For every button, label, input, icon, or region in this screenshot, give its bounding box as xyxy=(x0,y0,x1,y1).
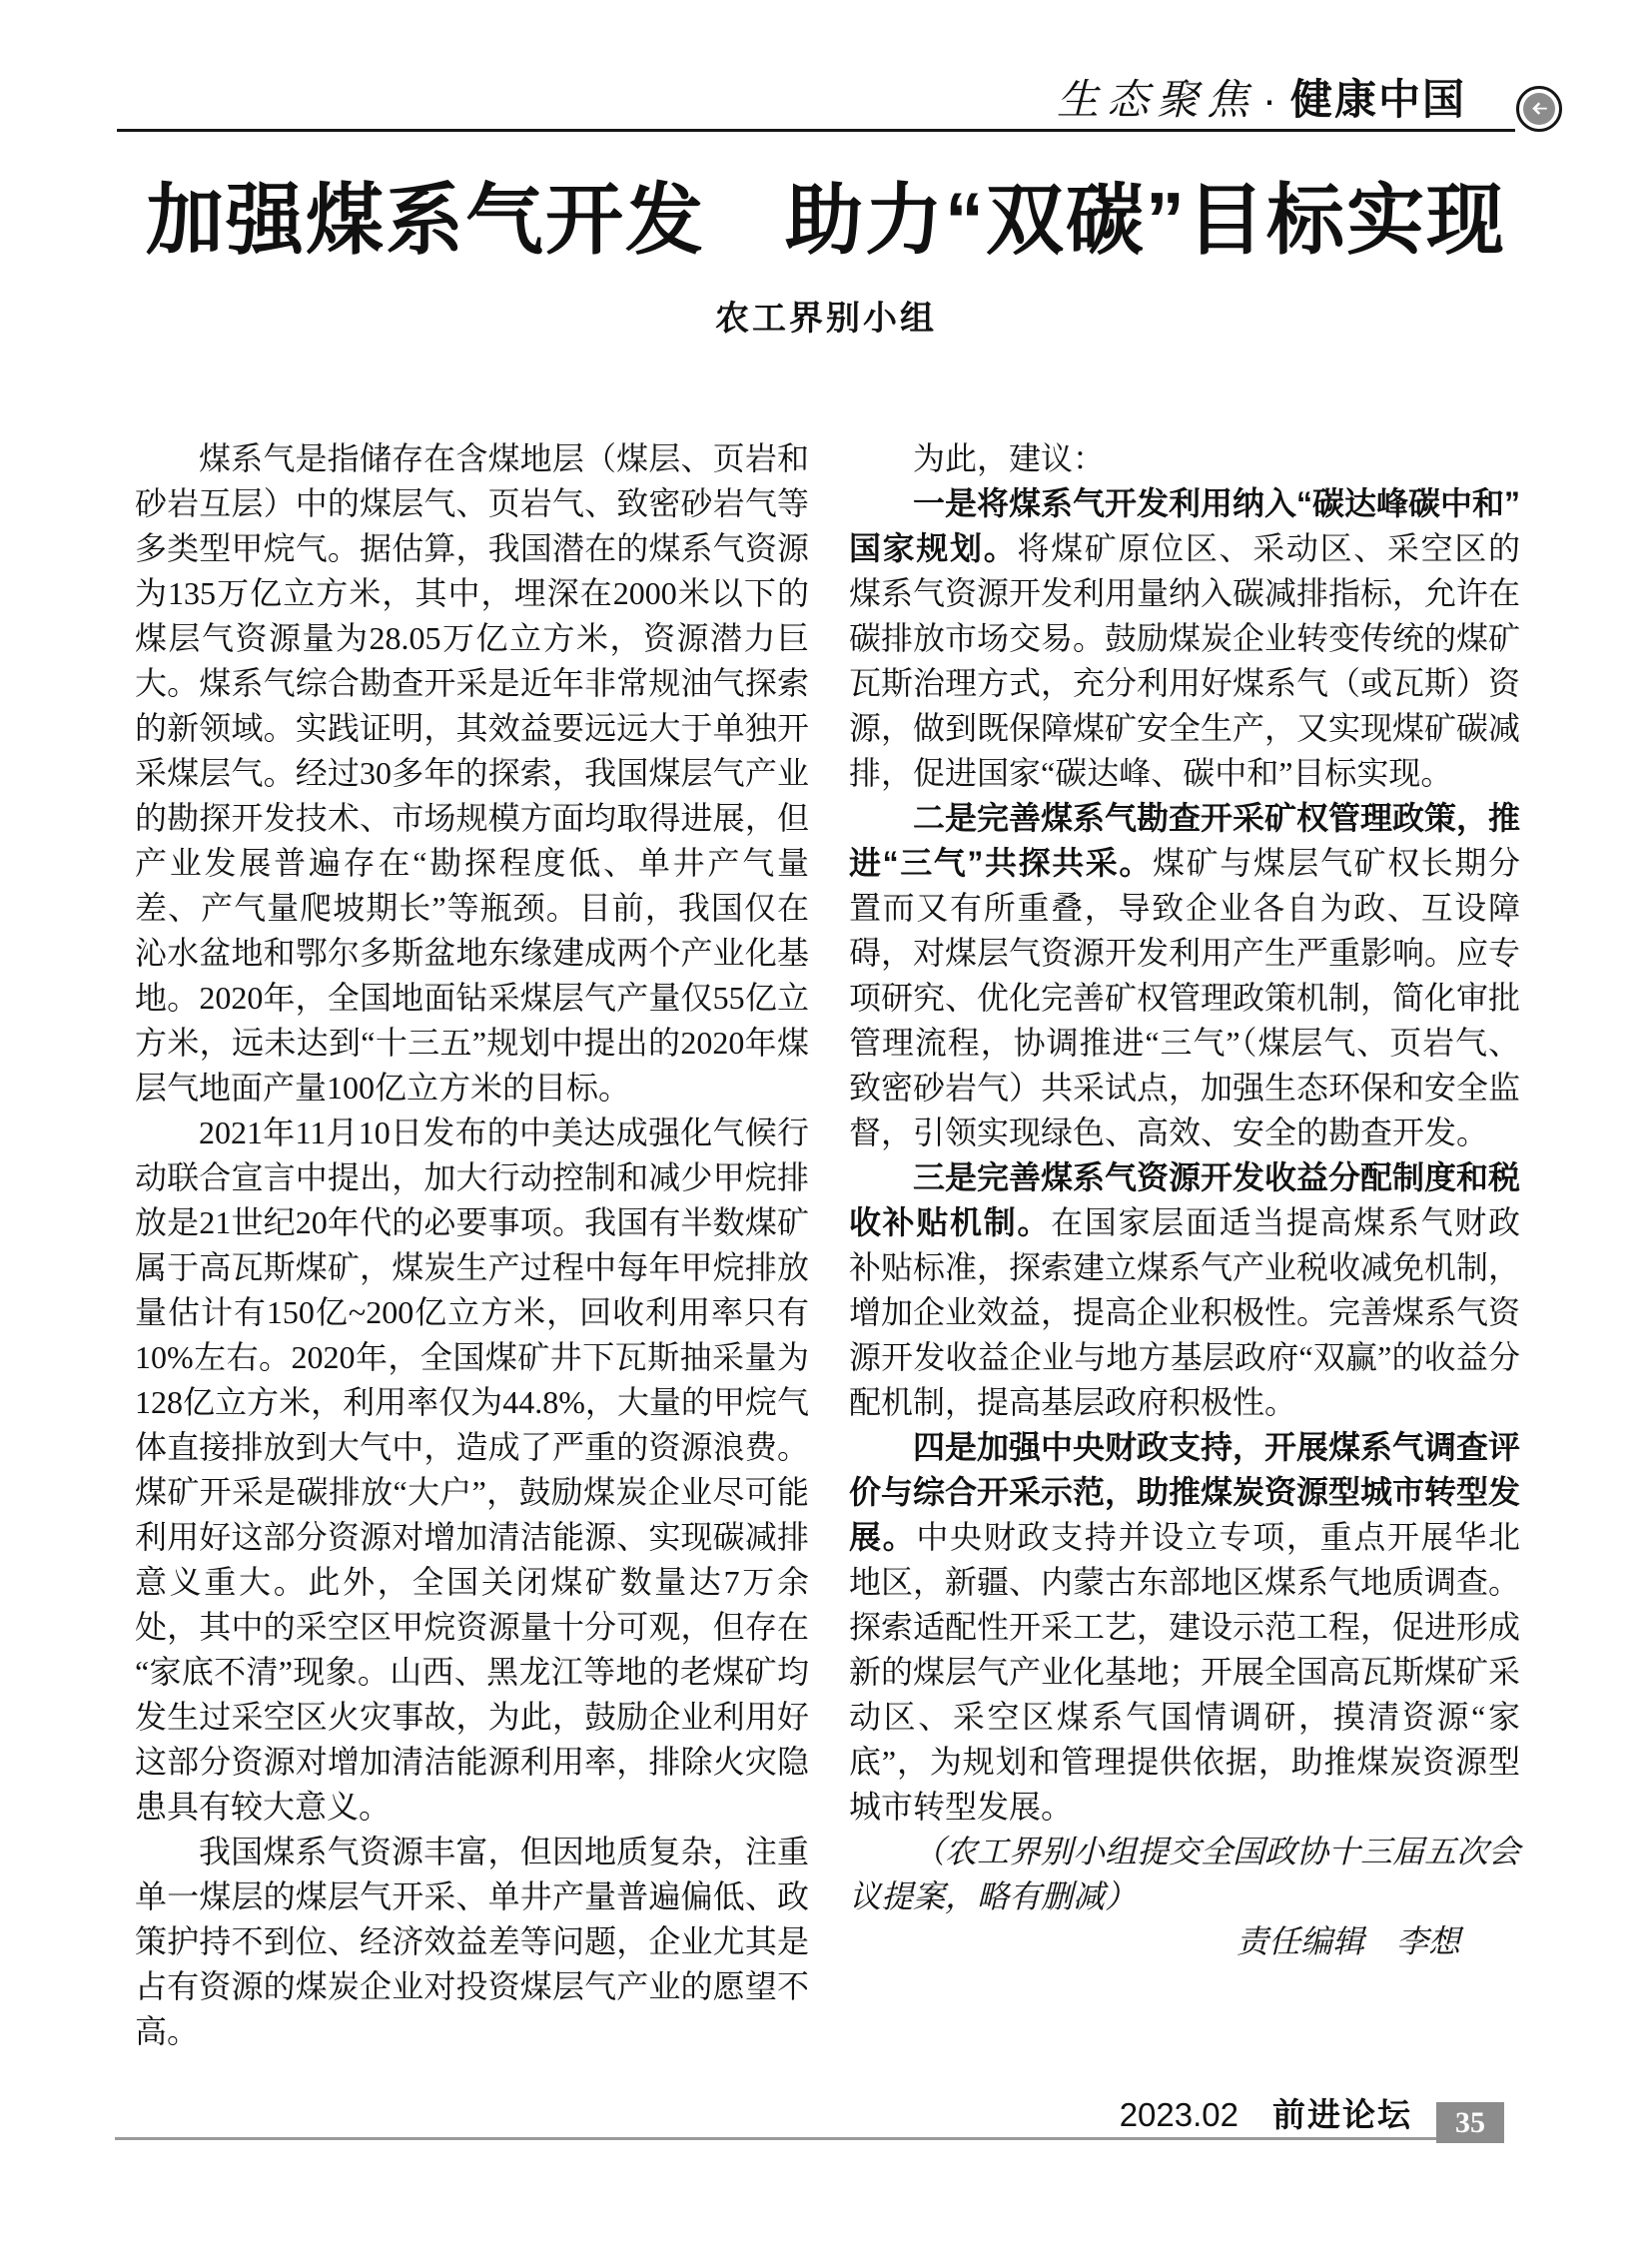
section-label-script: 生态聚焦 xyxy=(1056,78,1256,124)
footer-rule xyxy=(115,2137,1504,2140)
paragraph xyxy=(135,1111,809,1830)
left-column xyxy=(135,436,809,2054)
paragraph-lead: 一是将煤系气开发利用纳入“碳达峰碳中和”国家规划。 xyxy=(849,485,1521,566)
editor-label: 责任编辑 xyxy=(1236,1923,1364,1959)
header-rule xyxy=(117,129,1515,132)
editor-name: 李想 xyxy=(1395,1923,1460,1959)
paragraph-lead: 四是加强中央财政支持，开展煤系气调查评价与综合开采示范，助推煤炭资源型城市转型发展。 xyxy=(849,1429,1521,1555)
paragraph xyxy=(849,1155,1520,1425)
back-circle-icon xyxy=(1516,86,1562,132)
footer-journal-name: 前进论坛 xyxy=(1272,2096,1412,2133)
section-label-separator: · xyxy=(1261,76,1276,123)
paragraph-lead: 二是完善煤系气勘查开采矿权管理政策，推进“三气”共探共采。 xyxy=(849,800,1521,881)
article-title: 加强煤系气开发 助力“双碳”目标实现 xyxy=(145,176,1506,264)
section-label xyxy=(1057,76,1466,125)
source-note: （农工界别小组提交全国政协十三届五次会议提案，略有删减） xyxy=(849,1834,1521,1914)
paragraph-lead: 三是完善煤系气资源开发收益分配制度和税收补贴机制。 xyxy=(849,1159,1521,1240)
paragraph xyxy=(849,1425,1520,1830)
paragraph-text: 中央财政支持并设立专项，重点开展华北地区，新疆、内蒙古东部地区煤系气地质调查。探索适配性开采工艺，建设示范工程，促进形成新的煤层气产业化基地；开展全国高瓦斯煤矿采动区、采空区煤系气国情调研，摸清资源“家底”，为规划和管理提供依据，助推煤炭资源型城市转型发展。 xyxy=(849,1519,1521,1825)
section-label-bold: 健康中国 xyxy=(1289,76,1466,123)
paragraph-text: 煤矿与煤层气矿权长期分置而又有所重叠，导致企业各自为政、互设障碍，对煤层气资源开发利用产生严重影响。应专项研究、优化完善矿权管理政策机制，简化审批管理流程，协调推进“三气”（煤层气、页岩气、致密砂岩气）共采试点，加强生态环保和安全监督，引领实现绿色、高效、安全的勘查开发。 xyxy=(849,845,1521,1150)
article-author: 农工界别小组 xyxy=(715,300,937,338)
paragraph-text: 在国家层面适当提高煤系气财政补贴标准，探索建立煤系气产业税收减免机制，增加企业效益，提高企业积极性。完善煤系气资源开发收益企业与地方基层政府“双赢”的收益分配机制，提高基层政府积极性。 xyxy=(849,1204,1521,1420)
paragraph xyxy=(135,1830,809,2054)
paragraph-text: 2021年11月10日发布的中美达成强化气候行动联合宣言中提出，加大行动控制和减少甲烷排放是21世纪20年代的必要事项。我国有半数煤矿属于高瓦斯煤矿，煤炭生产过程中每年甲烷排放量估计有150亿~200亿立方米，回收利用率只有10%左右。2020年，全国煤矿井下瓦斯抽采量为128亿立方米，利用率仅为44.8%，大量的甲烷气体直接排放到大气中，造成了严重的资源浪费。煤矿开采是碳排放“大户”，鼓励煤炭企业尽可能利用好这部分资源对增加清洁能源、实现碳减排意义重大。此外，全国关闭煤矿数量达7万余处，其中的采空区甲烷资源量十分可观，但存在“家底不清”现象。山西、黑龙江等地的老煤矿均发生过采空区火灾事故，为此，鼓励企业利用好这部分资源对增加清洁能源利用率，排除火灾隐患具有较大意义。 xyxy=(135,1115,809,1825)
paragraph-text: 我国煤系气资源丰富，但因地质复杂，注重单一煤层的煤层气开采、单井产量普遍偏低、政策护持不到位、经济效益差等问题，企业尤其是占有资源的煤炭企业对投资煤层气产业的愿望不高。 xyxy=(135,1834,809,2049)
paragraph-text: 煤系气是指储存在含煤地层（煤层、页岩和砂岩互层）中的煤层气、页岩气、致密砂岩气等多类型甲烷气。据估算，我国潜在的煤系气资源为135万亿立方米，其中，埋深在2000米以下的煤层气资源量为28.05万亿立方米，资源潜力巨大。煤系气综合勘查开采是近年非常规油气探索的新领域。实践证明，其效益要远远大于单独开采煤层气。经过30多年的探索，我国煤层气产业的勘探开发技术、市场规模方面均取得进展，但产业发展普遍存在“勘探程度低、单井产气量差、产气量爬坡期长”等瓶颈。目前，我国仅在沁水盆地和鄂尔多斯盆地东缘建成两个产业化基地。2020年，全国地面钻采煤层气产量仅55亿立方米，远未达到“十三五”规划中提出的2020年煤层气地面产量100亿立方米的目标。 xyxy=(135,440,809,1106)
paragraph xyxy=(849,436,1520,481)
paragraph xyxy=(135,436,809,1111)
paragraph-text: 将煤矿原位区、采动区、采空区的煤系气资源开发利用量纳入碳减排指标，允许在碳排放市场交易。鼓励煤炭企业转变传统的煤矿瓦斯治理方式，充分利用好煤系气（或瓦斯）资源，做到既保障煤矿安全生产，又实现煤矿碳减排，促进国家“碳达峰、碳中和”目标实现。 xyxy=(849,530,1521,791)
right-column xyxy=(849,436,1520,1964)
paragraph xyxy=(849,796,1520,1155)
footer-issue: 2023.02 xyxy=(1119,2096,1239,2133)
footer-journal-line xyxy=(1120,2095,1412,2136)
page-number-badge: 35 xyxy=(1436,2102,1504,2143)
editor-line xyxy=(849,1919,1520,1964)
left-arrow-icon xyxy=(1523,93,1555,125)
paragraph xyxy=(849,481,1520,796)
paragraph-text: 为此，建议： xyxy=(913,440,1106,476)
